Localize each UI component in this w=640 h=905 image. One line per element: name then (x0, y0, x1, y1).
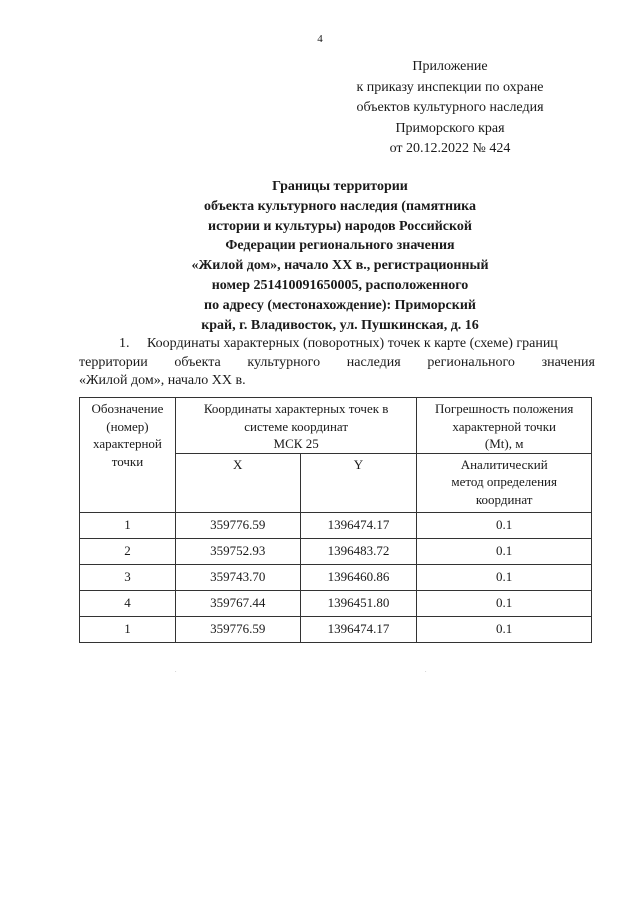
coordinates-table (79, 397, 592, 643)
title-line: край, г. Владивосток, ул. Пушкинская, д. 16 (201, 317, 479, 333)
paragraph-word: наследия (346, 354, 401, 370)
paragraph-word: объекта (174, 354, 221, 370)
cell-mt: 0.1 (417, 616, 592, 642)
paragraph-word: значения (541, 354, 595, 370)
header-text: точки (111, 453, 144, 469)
appendix-line: Приложение (412, 59, 488, 74)
paragraph-line: «Жилой дом», начало XX в. (79, 373, 246, 388)
cell-x: 359752.93 (175, 538, 300, 564)
cell-mt: 0.1 (417, 564, 592, 590)
header-y: Y (300, 453, 417, 512)
cell-x: 359767.44 (175, 590, 300, 616)
title-line: истории и культуры) народов Российской (208, 218, 472, 234)
title-line: объекта культурного наследия (памятника (203, 198, 477, 214)
header-text: системе координат (244, 418, 349, 434)
title-line: номер 251410091650005, расположенного (211, 277, 469, 293)
table-row (80, 538, 592, 564)
cell-point: 1 (80, 616, 176, 642)
title-line: «Жилой дом», начало XX в., регистрационный (191, 258, 489, 274)
title-line: по адресу (местонахождение): Приморский (204, 297, 476, 313)
header-text: МСК 25 (273, 436, 319, 451)
paragraph-word: культурного (247, 354, 321, 370)
cell-y: 1396451.80 (300, 590, 417, 616)
header-text: метод определения (451, 474, 557, 489)
appendix-line: от 20.12.2022 № 424 (389, 141, 511, 156)
footer-mark: . (425, 668, 427, 674)
cell-point: 2 (80, 538, 176, 564)
cell-mt: 0.1 (417, 590, 592, 616)
header-text: Погрешность положения (435, 401, 574, 416)
table-row (80, 564, 592, 590)
cell-point: 3 (80, 564, 176, 590)
document-title (130, 177, 550, 335)
paragraph-line: 1. Координаты характерных (поворотных) точек к карте (схеме) границ (119, 336, 558, 351)
appendix-line: объектов культурного наследия (356, 100, 544, 115)
cell-y: 1396460.86 (300, 564, 417, 590)
header-text: Обозначение (91, 401, 164, 416)
header-text: Аналитический (460, 456, 548, 472)
header-text: координат (475, 491, 533, 507)
cell-point: 4 (80, 590, 176, 616)
cell-x: 359743.70 (175, 564, 300, 590)
title-line: Федерации регионального значения (225, 238, 455, 254)
header-error (417, 398, 592, 454)
table-header-row (80, 398, 592, 454)
cell-x: 359776.59 (175, 616, 300, 642)
appendix-block (340, 57, 560, 160)
intro-paragraph (79, 335, 595, 391)
cell-point: 1 (80, 512, 176, 538)
footer-mark: . (175, 668, 177, 674)
cell-mt: 0.1 (417, 512, 592, 538)
table-row (80, 616, 592, 642)
header-text: характерной точки (452, 418, 556, 434)
cell-x: 359776.59 (175, 512, 300, 538)
header-text: Координаты характерных точек в (203, 401, 389, 416)
paragraph-word: территории (79, 354, 148, 370)
cell-y: 1396474.17 (300, 512, 417, 538)
paragraph-word: регионального (427, 354, 515, 370)
appendix-line: Приморского края (395, 120, 505, 136)
paragraph-line (79, 354, 595, 373)
title-line: Границы территории (272, 179, 408, 194)
header-x: X (175, 453, 300, 512)
table-row (80, 590, 592, 616)
cell-y: 1396483.72 (300, 538, 417, 564)
header-coordinates (175, 398, 416, 454)
header-point-designation (80, 398, 176, 513)
header-text: (Mt), м (484, 436, 524, 451)
header-text: характерной (93, 436, 162, 451)
header-method (417, 453, 592, 512)
cell-y: 1396474.17 (300, 616, 417, 642)
page-number: 4 (317, 33, 323, 45)
appendix-line: к приказу инспекции по охране (356, 79, 544, 95)
cell-mt: 0.1 (417, 538, 592, 564)
header-text: (номер) (106, 418, 149, 434)
table-row (80, 512, 592, 538)
